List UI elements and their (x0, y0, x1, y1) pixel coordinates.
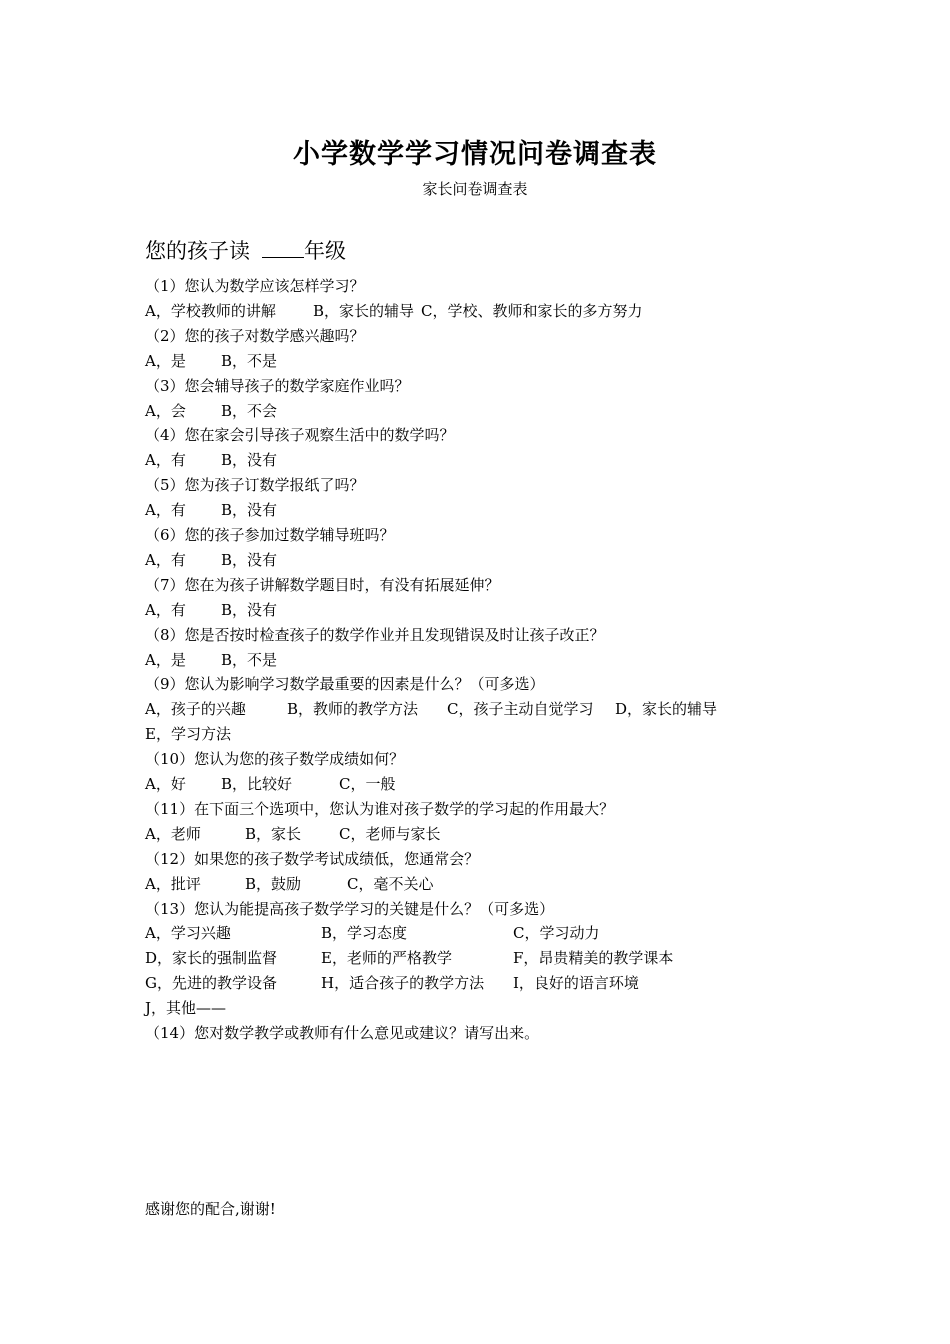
answer-row (145, 724, 785, 744)
grade-blank[interactable] (262, 239, 304, 258)
answer-row (145, 600, 785, 620)
answer-option[interactable]: D，家长的强制监督 (145, 949, 278, 968)
answer-option[interactable]: A，是 (145, 650, 186, 669)
answer-option[interactable]: B，不是 (221, 351, 278, 370)
answer-row (145, 923, 785, 943)
answer-option[interactable]: B，家长的辅导 (313, 301, 415, 320)
answer-row (145, 973, 785, 993)
page-subtitle: 家长问卷调查表 (422, 180, 528, 198)
answer-option[interactable]: C，学校、教师和家长的多方努力 (421, 301, 643, 320)
question-13: （13）您认为能提高孩子数学学习的关键是什么？（可多选） (145, 899, 555, 918)
answer-row (145, 824, 785, 844)
answer-row (145, 998, 785, 1018)
answer-option[interactable]: D，家长的辅导 (615, 700, 718, 719)
answer-row (145, 948, 785, 968)
answer-row (145, 301, 785, 321)
question-11: （11）在下面三个选项中，您认为谁对孩子数学的学习起的作用最大？ (145, 799, 615, 818)
question-14: （14）您对数学教学或教师有什么意见或建议？请写出来。 (145, 1024, 540, 1042)
answer-option[interactable]: A，学校教师的讲解 (145, 301, 276, 320)
answer-option[interactable]: A，有 (145, 550, 186, 569)
answer-option[interactable]: B，没有 (221, 501, 278, 520)
answer-option[interactable]: E，学习方法 (145, 725, 231, 744)
grade-suffix: 年级 (304, 239, 346, 263)
answer-option[interactable]: J，其他—— (145, 999, 227, 1018)
question-4: （4）您在家会引导孩子观察生活中的数学吗？ (145, 426, 455, 445)
answer-option[interactable]: G，先进的教学设备 (145, 974, 277, 993)
grade-prefix: 您的孩子读 (145, 239, 250, 263)
answer-option[interactable]: B，不会 (221, 401, 278, 420)
thanks-note: 感谢您的配合,谢谢! (145, 1200, 276, 1218)
question-2: （2）您的孩子对数学感兴趣吗？ (145, 326, 365, 345)
answer-option[interactable]: A，学习兴趣 (145, 924, 231, 943)
grade-line (145, 235, 346, 265)
answer-row (145, 550, 785, 570)
answer-option[interactable]: A，有 (145, 451, 186, 470)
answer-option[interactable]: B，比较好 (221, 775, 293, 793)
answer-option[interactable]: F，昂贵精美的教学课本 (513, 949, 674, 968)
answer-option[interactable]: H，适合孩子的教学方法 (321, 974, 485, 993)
answer-option[interactable]: A，有 (145, 600, 186, 619)
answer-option[interactable]: C，一般 (339, 775, 396, 793)
answer-option[interactable]: B，鼓励 (245, 874, 302, 893)
answer-option[interactable]: B，没有 (221, 550, 278, 569)
answer-option[interactable]: A，批评 (145, 874, 201, 893)
question-6: （6）您的孩子参加过数学辅导班吗？ (145, 526, 395, 544)
answer-option[interactable]: C，毫不关心 (347, 874, 434, 893)
answer-option[interactable]: B，家长 (245, 824, 302, 843)
answer-option[interactable]: C，孩子主动自觉学习 (447, 700, 594, 719)
answer-option[interactable]: A，会 (145, 401, 186, 420)
answer-option[interactable]: B，不是 (221, 650, 278, 669)
question-7: （7）您在为孩子讲解数学题目时，有没有拓展延伸？ (145, 575, 500, 594)
page-title: 小学数学学习情况问卷调查表 (293, 139, 657, 170)
question-1: （1）您认为数学应该怎样学习？ (145, 277, 365, 295)
answer-row (145, 351, 785, 371)
answer-option[interactable]: A，是 (145, 351, 186, 370)
question-12: （12）如果您的孩子数学考试成绩低，您通常会？ (145, 849, 480, 868)
answer-row (145, 699, 785, 719)
answer-option[interactable]: C，学习动力 (513, 924, 600, 943)
answer-option[interactable]: B，教师的教学方法 (287, 700, 419, 719)
answer-option[interactable]: C，老师与家长 (339, 824, 441, 843)
question-3: （3）您会辅导孩子的数学家庭作业吗？ (145, 376, 410, 395)
question-8: （8）您是否按时检查孩子的数学作业并且发现错误及时让孩子改正？ (145, 625, 605, 644)
answer-row (145, 874, 785, 894)
answer-option[interactable]: A，好 (145, 775, 186, 793)
answer-option[interactable]: B，学习态度 (321, 924, 408, 943)
question-9: （9）您认为影响学习数学最重要的因素是什么？（可多选） (145, 675, 545, 694)
answer-option[interactable]: B，没有 (221, 451, 278, 470)
answer-option[interactable]: A，孩子的兴趣 (145, 700, 246, 719)
answer-row (145, 500, 785, 520)
answer-row (145, 401, 785, 421)
answer-option[interactable]: E，老师的严格教学 (321, 949, 452, 968)
answer-row (145, 450, 785, 470)
question-5: （5）您为孩子订数学报纸了吗？ (145, 476, 365, 495)
answer-row (145, 774, 785, 794)
answer-option[interactable]: B，没有 (221, 600, 278, 619)
answer-option[interactable]: A，有 (145, 501, 186, 520)
answer-row (145, 650, 785, 670)
question-10: （10）您认为您的孩子数学成绩如何？ (145, 750, 405, 769)
answer-option[interactable]: I，良好的语言环境 (513, 974, 639, 993)
answer-option[interactable]: A，老师 (145, 824, 201, 843)
